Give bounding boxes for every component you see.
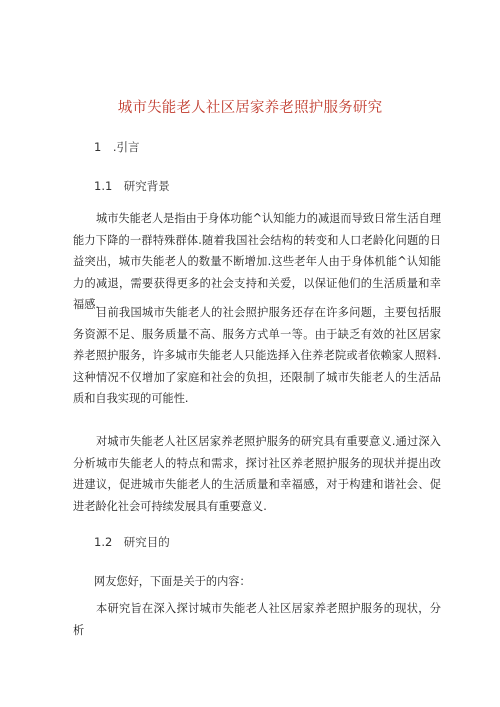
- paragraph-background-definition: 城市失能老人是指由于身体功能^认知能力的减退而导致日常生活自理能力下降的一群特殊群体.随着我国社会结构的转变和人口老龄化问题的日益突出，城市失能老人的数量不断增加.这些老年人由于身体机能^认知能力的减退，需要获得更多的社会支持和关爱，以保证他们的生活质量和幸福感.: [73, 212, 442, 311]
- paragraph-research-purpose: 本研究旨在深入探讨城市失能老人社区居家养老照护服务的现状，分析: [73, 602, 441, 637]
- section-heading-research-background: 1.1 研究背景: [94, 179, 170, 193]
- document-title: 城市失能老人社区居家养老照护服务研究: [117, 100, 383, 116]
- paragraph-current-problems: 目前我国城市失能老人的社会照护服务还存在许多问题，主要包括服务资源不足、服务质量不高、服务方式单一等。由于缺乏有效的社区居家养老照护服务，许多城市失能老人只能选择入住养老院或者依赖家人照料.这种情况不仅增加了家庭和社会的负担，还限制了城市失能老人的生活品质和自我实现的可能性.: [73, 306, 441, 405]
- section-heading-introduction: 1 .引言: [94, 140, 140, 154]
- paragraph-research-significance: 对城市失能老人社区居家养老照护服务的研究具有重要意义.通过深入分析城市失能老人的特点和需求，探讨社区养老照护服务的现状并提出改进建议，促进城市失能老人的生活质量和幸福感，对于构建和谐社会、促进老龄化社会可持续发展具有重要意义.: [73, 435, 441, 513]
- greeting-text: 网友您好，下面是关于的内容：: [94, 575, 251, 588]
- section-heading-research-purpose: 1.2 研究目的: [94, 535, 170, 549]
